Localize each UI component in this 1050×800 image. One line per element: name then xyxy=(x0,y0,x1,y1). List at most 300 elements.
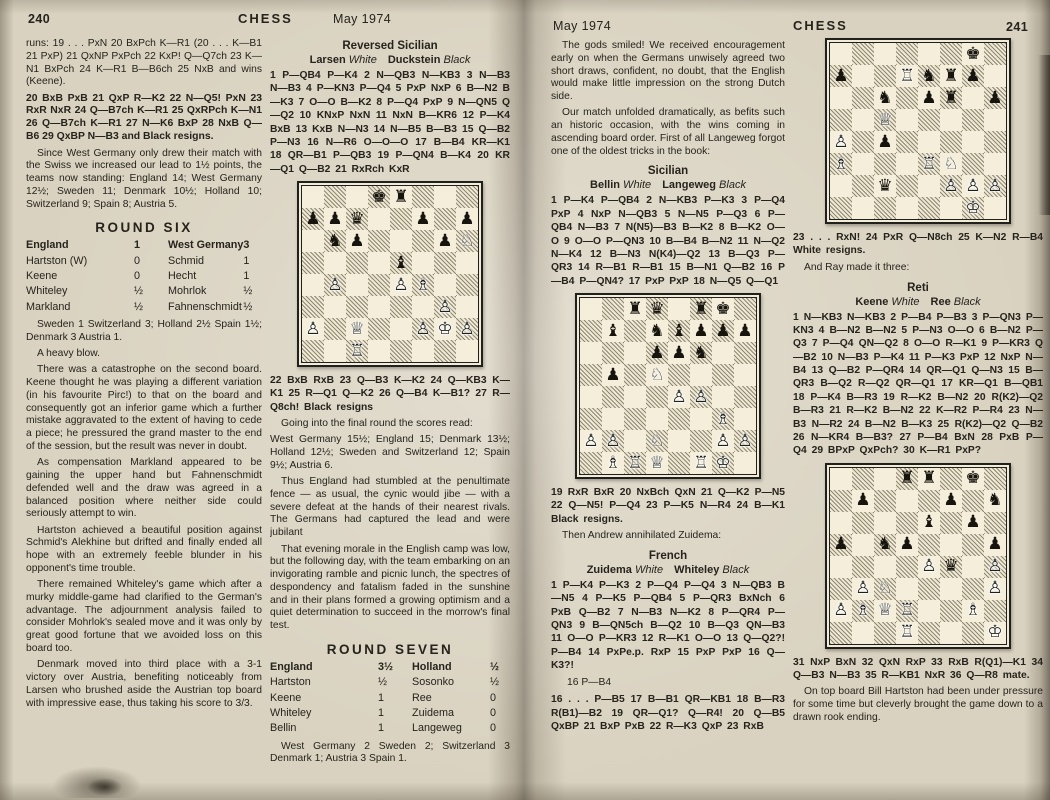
board-square xyxy=(324,296,346,318)
board-square xyxy=(368,186,390,208)
black-piece-icon: ♟ xyxy=(899,534,915,555)
board-square xyxy=(940,87,962,109)
black-piece-icon: ♟ xyxy=(943,490,959,511)
white-piece-icon: ♖ xyxy=(899,622,915,643)
black-label: Black xyxy=(950,295,981,308)
black-piece-icon: ♝ xyxy=(921,512,937,533)
white-piece-icon: ♘ xyxy=(649,364,665,385)
board-square xyxy=(896,622,918,644)
board-square xyxy=(830,87,852,109)
board-square xyxy=(302,230,324,252)
board-square xyxy=(896,43,918,65)
board-square xyxy=(962,175,984,197)
black-piece-icon: ♟ xyxy=(987,534,1003,555)
board-square xyxy=(918,578,940,600)
right-page-column-1 xyxy=(551,40,785,794)
chess-board xyxy=(829,467,1007,645)
black-piece-icon: ♚ xyxy=(965,468,981,489)
board-square xyxy=(830,578,852,600)
table-header-cell: West Germany xyxy=(168,239,244,252)
right-page-column-2 xyxy=(793,33,1043,794)
board-square xyxy=(984,490,1006,512)
board-square xyxy=(830,600,852,622)
score-cell: 1 xyxy=(378,722,385,735)
white-piece-icon: ♙ xyxy=(987,556,1003,577)
board-square xyxy=(984,87,1006,109)
bold-move-paragraph: 20 BxB PxB 21 QxP R—K2 22 N—Q5! PxN 23 RxR NxR 24 Q—B7ch K—R1 25 QxRPch K—N1 26 Q—B7ch K—R1 27 N—K6 BxP 28 NxB Q—B6 29 QxBP N—B3 and Black resigns. xyxy=(26,92,262,143)
chess-board xyxy=(579,297,757,475)
left-page-date: May 1974 xyxy=(333,12,392,26)
board-square xyxy=(852,87,874,109)
white-piece-icon: ♙ xyxy=(965,175,981,196)
black-piece-icon: ♚ xyxy=(371,186,387,207)
board-square xyxy=(734,430,756,452)
board-square xyxy=(580,386,602,408)
left-page-number: 240 xyxy=(28,12,51,26)
move-text: 1 N—KB3 N—KB3 2 P—B4 P—B3 3 P—QN3 P—KN3 4 B—N2 B—N2 5 P—N3 O—O 6 B—N2 P—Q3 7 P—Q4 QN—Q2 8 O—O R—K1 9 P—KR3 Q—B2 10 N—B3 P—K4 11 P—K3 PxP 12 NxP N—B4 13 Q—B2 P—QR4 14 QR—Q1 Q—N3 15 B—QR3 B—Q2 R—Q2 QR—Q1 17 KR—Q1 B—QB1 18 P—K4 B—R3 19 R—K2 B—N2 20 R(K2)—Q2 B—R3 21 R—K2 B—N2 22 K—R2 P—R4 23 N—B3 N—R2 24 B—N2 B—K3 25 R(K2)—Q2 Q—B2 26 N—KR4 B—B3? 27 P—B4 BxN 28 PxB P—Q4 29 BPxP QxPch? 30 K—R1 PxP? xyxy=(793,311,1043,457)
board-square xyxy=(712,364,734,386)
board-square xyxy=(918,490,940,512)
white-piece-icon: ♗ xyxy=(855,600,871,621)
board-square xyxy=(830,534,852,556)
white-piece-icon: ♖ xyxy=(627,452,643,473)
board-square xyxy=(940,109,962,131)
board-square xyxy=(646,320,668,342)
table-header-cell: ½ xyxy=(490,660,500,673)
board-square xyxy=(896,109,918,131)
board-square xyxy=(690,430,712,452)
white-piece-icon: ♙ xyxy=(987,578,1003,599)
black-piece-icon: ♟ xyxy=(833,534,849,555)
score-cell: 1 xyxy=(243,270,250,283)
board-square xyxy=(940,43,962,65)
board-square xyxy=(830,490,852,512)
white-piece-icon: ♗ xyxy=(415,274,431,295)
black-piece-icon: ♛ xyxy=(877,175,893,196)
board-square xyxy=(456,274,478,296)
black-piece-icon: ♛ xyxy=(349,208,365,229)
table-header-cell: 3 xyxy=(243,239,250,252)
board-square xyxy=(962,622,984,644)
black-piece-icon: ♟ xyxy=(605,364,621,385)
board-square xyxy=(852,512,874,534)
black-player-name: Langeweg xyxy=(662,179,716,192)
black-piece-icon: ♟ xyxy=(459,208,475,229)
board-square xyxy=(896,468,918,490)
board-square xyxy=(984,600,1006,622)
board-square xyxy=(434,186,456,208)
round-heading: ROUND SIX xyxy=(95,220,193,236)
board-square xyxy=(324,252,346,274)
board-square xyxy=(690,408,712,430)
board-square xyxy=(874,131,896,153)
board-square xyxy=(368,296,390,318)
white-piece-icon: ♙ xyxy=(671,386,687,407)
board-square xyxy=(580,408,602,430)
board-square xyxy=(690,386,712,408)
board-square xyxy=(940,556,962,578)
black-piece-icon: ♟ xyxy=(921,87,937,108)
black-piece-icon: ♝ xyxy=(671,320,687,341)
board-square xyxy=(874,600,896,622)
board-square xyxy=(962,197,984,219)
score-cell: ½ xyxy=(490,676,500,689)
chess-diagram xyxy=(297,181,483,367)
board-square xyxy=(852,490,874,512)
white-piece-icon: ♖ xyxy=(899,65,915,86)
board-square xyxy=(962,87,984,109)
board-square xyxy=(324,340,346,362)
board-square xyxy=(734,364,756,386)
board-square xyxy=(984,556,1006,578)
board-square xyxy=(940,512,962,534)
black-piece-icon: ♞ xyxy=(877,534,893,555)
paragraph: Since West Germany only drew their match with the Swiss we increased our lead to 1½ points, the teams now standing: England 14; West Germany 12½; Sweden 11; Denmark 10½; Holland 10; Switzerland 9; Spain 8; Austria 5. xyxy=(26,147,262,210)
board-square xyxy=(712,298,734,320)
board-square xyxy=(434,230,456,252)
board-square xyxy=(580,430,602,452)
board-square xyxy=(412,252,434,274)
board-square xyxy=(830,175,852,197)
paragraph: There remained Whiteley's game which after a murky middle-game had clarified to the German's advantage. The adjournment analysis failed to consider Mohrlok's sealed move and it was only by great good fortune that we avoided loss on this board too. xyxy=(26,579,262,654)
board-square xyxy=(646,364,668,386)
left-page-title: CHESS xyxy=(238,11,293,26)
board-square xyxy=(874,43,896,65)
black-piece-icon: ♟ xyxy=(693,320,709,341)
board-square xyxy=(852,534,874,556)
board-square xyxy=(302,208,324,230)
white-piece-icon: ♔ xyxy=(965,197,981,218)
board-square xyxy=(434,252,456,274)
board-square xyxy=(918,600,940,622)
score-cell: ½ xyxy=(243,300,253,313)
score-cell: ½ xyxy=(134,285,144,298)
board-square xyxy=(734,298,756,320)
board-square xyxy=(984,197,1006,219)
board-square xyxy=(918,87,940,109)
board-square xyxy=(712,320,734,342)
board-square xyxy=(456,186,478,208)
board-square xyxy=(874,490,896,512)
black-player-name: Whiteley xyxy=(674,563,720,576)
white-piece-icon: ♗ xyxy=(715,408,731,429)
black-player-name: Duckstein xyxy=(387,54,441,66)
board-square xyxy=(940,468,962,490)
board-square xyxy=(874,153,896,175)
board-square xyxy=(962,468,984,490)
board-square xyxy=(602,298,624,320)
board-square xyxy=(368,340,390,362)
white-label: White xyxy=(345,54,388,66)
board-square xyxy=(368,252,390,274)
board-square xyxy=(830,512,852,534)
white-piece-icon: ♙ xyxy=(327,274,343,295)
paragraph: A heavy blow. xyxy=(37,348,100,360)
board-square xyxy=(624,320,646,342)
white-piece-icon: ♘ xyxy=(943,153,959,174)
board-square xyxy=(830,43,852,65)
board-square xyxy=(602,386,624,408)
board-square xyxy=(896,65,918,87)
board-square xyxy=(896,600,918,622)
board-square xyxy=(580,320,602,342)
right-page-number: 241 xyxy=(1006,20,1029,34)
board-square xyxy=(390,340,412,362)
white-piece-icon: ♙ xyxy=(921,556,937,577)
board-square xyxy=(874,65,896,87)
chess-diagram xyxy=(825,463,1011,649)
players-line xyxy=(551,564,785,576)
board-square xyxy=(646,430,668,452)
board-square xyxy=(434,208,456,230)
board-square xyxy=(962,578,984,600)
white-piece-icon: ♕ xyxy=(877,109,893,130)
board-square xyxy=(324,208,346,230)
board-square xyxy=(712,386,734,408)
black-piece-icon: ♟ xyxy=(671,342,687,363)
black-player-name: Ree xyxy=(930,295,951,308)
black-piece-icon: ♟ xyxy=(715,320,731,341)
board-square xyxy=(940,534,962,556)
board-square xyxy=(668,430,690,452)
white-piece-icon: ♙ xyxy=(437,296,453,317)
paragraph: Sweden 1 Switzerland 3; Holland 2½ Spain 1½; Denmark 3 Austria 1. xyxy=(26,319,262,343)
paragraph: Then Andrew annihilated Zuidema: xyxy=(562,530,722,542)
white-piece-icon: ♙ xyxy=(415,318,431,339)
board-square xyxy=(434,274,456,296)
board-square xyxy=(734,386,756,408)
board-square xyxy=(734,452,756,474)
board-square xyxy=(602,342,624,364)
board-square xyxy=(962,490,984,512)
board-square xyxy=(962,153,984,175)
black-piece-icon: ♟ xyxy=(415,208,431,229)
board-square xyxy=(896,556,918,578)
move-text: 19 RxR BxR 20 NxBch QxN 21 Q—K2 P—N5 22 Q—N5! P—Q4 23 P—K5 N—R4 24 B—K1 Black resigns. xyxy=(551,487,785,525)
board-square xyxy=(602,320,624,342)
move-text: 1 P—K4 P—K3 2 P—Q4 P—Q4 3 N—QB3 B—N5 4 P—K5 P—QB4 5 P—QR3 BxNch 6 PxB Q—B2 7 N—B3 N—K2 8 P—QR4 P—QN3 9 B—QN5ch B—Q2 10 B—Q3 QN—B3 11 O—O P—KR3 12 R—K1 O—O 13 Q—Q2?! P—B4 14 PxPe.p. RxP 15 PxP PxP 16 Q—K3?! xyxy=(551,579,785,672)
board-square xyxy=(346,274,368,296)
board-square xyxy=(896,197,918,219)
black-piece-icon: ♜ xyxy=(393,186,409,207)
board-square xyxy=(624,386,646,408)
board-square xyxy=(390,208,412,230)
black-label: Black xyxy=(719,563,750,576)
chess-diagram xyxy=(575,293,761,479)
paragraph: As compensation Markland appeared to be gaining the upper hand but Fahnenschmidt defended well and the draw was agreed in a balanced position where neither side could seriously attempt to win. xyxy=(26,457,262,520)
player-cell: Ree xyxy=(412,691,432,704)
paragraph: Our match unfolded dramatically, as befits such an historic occasion, with the wins coming in ascending board order. First of all Langeweg forgot one of the oldest tricks in the book: xyxy=(551,107,785,157)
left-page-column-1 xyxy=(26,38,262,794)
board-square xyxy=(368,230,390,252)
board-square xyxy=(302,296,324,318)
paragraph: On top board Bill Hartston had been under pressure for some time but cleverly brought the game down to a drawn rook ending. xyxy=(793,686,1043,723)
board-square xyxy=(874,109,896,131)
board-square xyxy=(896,512,918,534)
white-piece-icon: ♙ xyxy=(605,430,621,451)
match-result-table xyxy=(26,238,262,315)
board-square xyxy=(918,175,940,197)
board-square xyxy=(918,131,940,153)
board-square xyxy=(602,408,624,430)
board-square xyxy=(412,208,434,230)
board-square xyxy=(918,534,940,556)
black-piece-icon: ♟ xyxy=(349,230,365,251)
player-cell: Zuidema xyxy=(412,706,455,719)
board-square xyxy=(302,252,324,274)
board-square xyxy=(896,131,918,153)
white-piece-icon: ♙ xyxy=(833,131,849,152)
white-player-name: Zuidema xyxy=(586,563,632,576)
paragraph: Going into the final round the scores read: xyxy=(281,418,473,430)
player-cell: Keene xyxy=(270,691,302,704)
black-piece-icon: ♜ xyxy=(693,298,709,319)
board-square xyxy=(668,386,690,408)
board-square xyxy=(852,175,874,197)
black-piece-icon: ♞ xyxy=(877,87,893,108)
board-square xyxy=(346,186,368,208)
board-square xyxy=(984,622,1006,644)
player-cell: Whiteley xyxy=(26,285,68,298)
board-square xyxy=(852,109,874,131)
board-square xyxy=(940,175,962,197)
black-piece-icon: ♜ xyxy=(899,468,915,489)
player-cell: Hartston (W) xyxy=(26,254,88,267)
black-piece-icon: ♟ xyxy=(649,342,665,363)
board-square xyxy=(456,340,478,362)
board-square xyxy=(368,274,390,296)
board-square xyxy=(734,342,756,364)
player-cell: Sosonko xyxy=(412,676,455,689)
board-square xyxy=(434,318,456,340)
board-square xyxy=(874,175,896,197)
board-square xyxy=(874,197,896,219)
right-page-title: CHESS xyxy=(793,18,848,33)
board-square xyxy=(984,153,1006,175)
table-header-cell: 1 xyxy=(134,239,141,252)
board-square xyxy=(918,109,940,131)
board-square xyxy=(390,230,412,252)
board-square xyxy=(918,197,940,219)
board-square xyxy=(712,342,734,364)
board-square xyxy=(852,578,874,600)
board-square xyxy=(302,274,324,296)
board-square xyxy=(874,512,896,534)
board-square xyxy=(690,452,712,474)
table-header-cell: 3½ xyxy=(378,660,394,673)
chess-board xyxy=(301,185,479,363)
player-cell: Hartston xyxy=(270,676,311,689)
round-heading: ROUND SEVEN xyxy=(326,641,454,657)
board-square xyxy=(302,186,324,208)
players-line xyxy=(551,179,785,191)
white-piece-icon: ♗ xyxy=(965,600,981,621)
black-piece-icon: ♟ xyxy=(327,208,343,229)
score-cell: ½ xyxy=(378,676,388,689)
board-square xyxy=(734,408,756,430)
board-square xyxy=(918,556,940,578)
white-player-name: Bellin xyxy=(590,179,620,192)
board-square xyxy=(690,364,712,386)
black-piece-icon: ♞ xyxy=(649,320,665,341)
board-square xyxy=(324,318,346,340)
board-square xyxy=(646,408,668,430)
board-square xyxy=(852,556,874,578)
board-square xyxy=(456,208,478,230)
board-square xyxy=(412,186,434,208)
board-square xyxy=(896,578,918,600)
player-cell: Markland xyxy=(26,300,71,313)
white-piece-icon: ♙ xyxy=(459,318,475,339)
board-square xyxy=(918,512,940,534)
black-piece-icon: ♟ xyxy=(437,230,453,251)
board-square xyxy=(984,43,1006,65)
players-line xyxy=(270,54,510,66)
board-square xyxy=(830,131,852,153)
white-piece-icon: ♙ xyxy=(393,274,409,295)
board-square xyxy=(602,452,624,474)
black-piece-icon: ♜ xyxy=(943,65,959,86)
board-square xyxy=(668,320,690,342)
board-square xyxy=(962,65,984,87)
board-square xyxy=(668,342,690,364)
board-square xyxy=(624,408,646,430)
board-square xyxy=(324,186,346,208)
board-square xyxy=(390,252,412,274)
white-piece-icon: ♙ xyxy=(855,578,871,599)
opening-name: Sicilian xyxy=(647,165,689,178)
black-piece-icon: ♟ xyxy=(965,65,981,86)
board-square xyxy=(668,408,690,430)
white-piece-icon: ♙ xyxy=(943,175,959,196)
paragraph: West Germany 2 Sweden 2; Switzerland 3 Denmark 1; Austria 3 Spain 1. xyxy=(270,740,510,765)
board-square xyxy=(712,452,734,474)
board-square xyxy=(962,43,984,65)
score-cell: 1 xyxy=(378,706,385,719)
board-square xyxy=(412,340,434,362)
board-square xyxy=(830,109,852,131)
board-square xyxy=(896,153,918,175)
paragraph: West Germany 15½; England 15; Denmark 13½; Holland 12½; Sweden and Switzerland 12; Spain 9½; Austria 6. xyxy=(270,434,510,471)
move-text: 16 . . . P—B5 17 B—B1 QR—KB1 18 B—R3 R(B1)—B2 19 QR—Q1? Q—R4! 20 Q—B5 QxBP 21 BxP PxB 22 R—K3 QxP 23 RxB xyxy=(551,694,785,733)
board-square xyxy=(602,364,624,386)
player-cell: Bellin xyxy=(270,722,297,735)
board-square xyxy=(712,430,734,452)
board-square xyxy=(434,296,456,318)
board-square xyxy=(456,252,478,274)
player-cell: Fahnenschmidt xyxy=(168,300,242,313)
black-piece-icon: ♝ xyxy=(605,320,621,341)
board-square xyxy=(456,318,478,340)
board-square xyxy=(368,208,390,230)
black-piece-icon: ♚ xyxy=(965,43,981,64)
black-piece-icon: ♜ xyxy=(943,87,959,108)
black-label: Black xyxy=(440,54,471,66)
black-piece-icon: ♟ xyxy=(305,208,321,229)
black-piece-icon: ♞ xyxy=(693,342,709,363)
board-square xyxy=(962,600,984,622)
board-square xyxy=(940,622,962,644)
white-piece-icon: ♙ xyxy=(737,430,753,451)
board-square xyxy=(896,87,918,109)
board-square xyxy=(690,298,712,320)
board-square xyxy=(852,65,874,87)
board-square xyxy=(668,364,690,386)
board-square xyxy=(874,556,896,578)
board-square xyxy=(962,556,984,578)
paragraph: The gods smiled! We received encouragement early on when the Germans unwisely agreed two short draws, confident, no doubt, that the English would make little impression on the strong Dutch side. xyxy=(551,40,785,103)
black-piece-icon: ♟ xyxy=(833,65,849,86)
